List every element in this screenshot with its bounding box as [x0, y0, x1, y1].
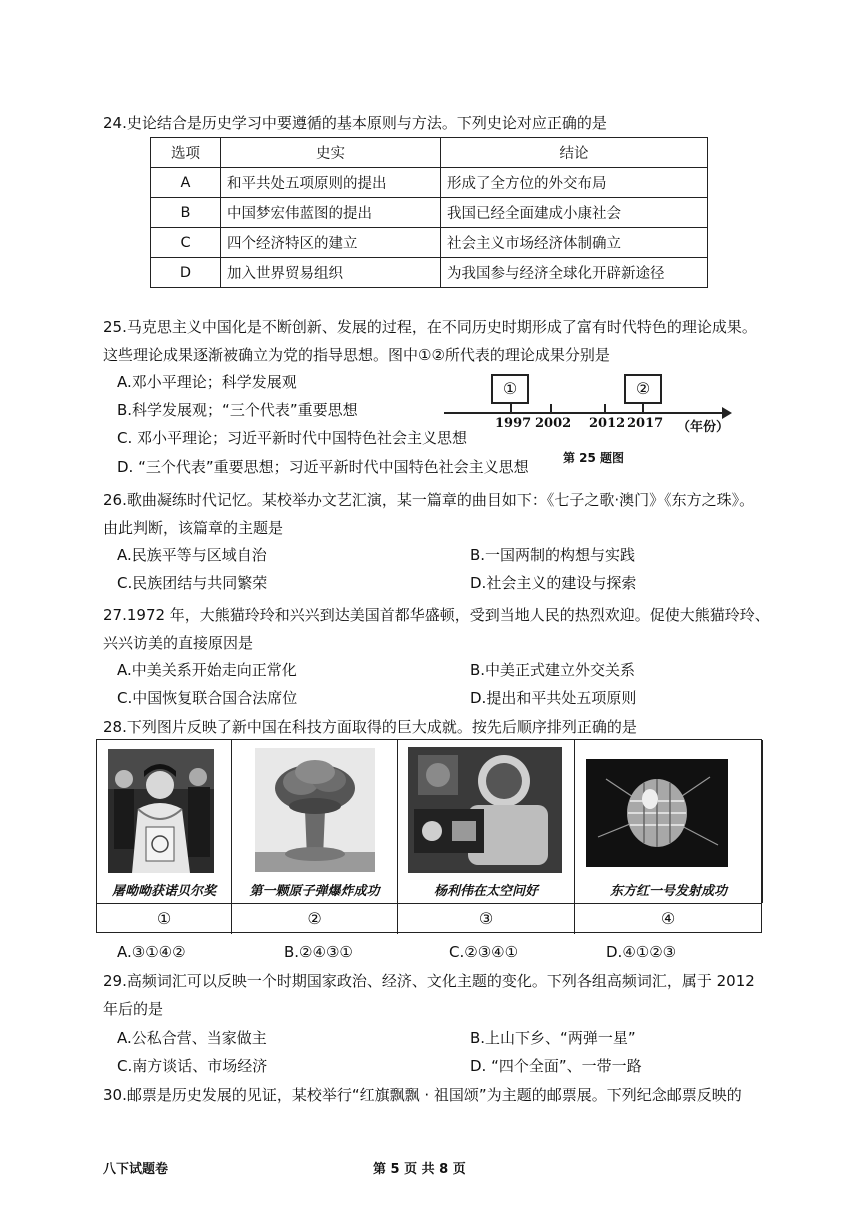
q25-option-a: A.邓小平理论；科学发展观	[117, 373, 297, 391]
q29-option-c: C.南方谈话、市场经济	[117, 1057, 268, 1075]
table-cell: 和平共处五项原则的提出	[221, 168, 441, 198]
q25-stem-line2: 这些理论成果逐渐被确立为党的指导思想。图中①②所代表的理论成果分别是	[103, 346, 610, 364]
table-cell: 形成了全方位的外交布局	[441, 168, 708, 198]
picture-number-3: ③	[398, 904, 575, 934]
timeline-year-1997: 1997	[495, 416, 532, 431]
q29-option-b: B.上山下乡、“两弹一星”	[470, 1029, 636, 1047]
table-cell: B	[151, 198, 221, 228]
q27-option-c: C.中国恢复联合国合法席位	[117, 689, 298, 707]
q25-stem-line1: 25.马克思主义中国化是不断创新、发展的过程，在不同历史时期形成了富有时代特色的理论成果。	[103, 318, 757, 336]
picture-caption-4: 东方红一号发射成功	[609, 884, 727, 899]
timeline-box-1: ①	[491, 374, 529, 404]
picture-caption-1: 屠呦呦获诺贝尔奖	[111, 884, 216, 899]
table-cell: 我国已经全面建成小康社会	[441, 198, 708, 228]
timeline-unit: （年份）	[677, 420, 730, 435]
q29-stem-line1: 29.高频词汇可以反映一个时期国家政治、经济、文化主题的变化。下列各组高频词汇，属于 2012	[103, 972, 755, 990]
table-header-row	[151, 138, 708, 168]
q26-option-d: D.社会主义的建设与探索	[470, 574, 637, 592]
table-cell: 加入世界贸易组织	[221, 258, 441, 288]
q29-stem-line2: 年后的是	[103, 1000, 164, 1018]
table-row	[151, 198, 708, 228]
q27-stem-line2: 兴兴访美的直接原因是	[103, 634, 254, 652]
table-cell: 为我国参与经济全球化开辟新途径	[441, 258, 708, 288]
picture-number-1: ①	[97, 904, 232, 934]
q27-option-b: B.中美正式建立外交关系	[470, 661, 636, 679]
picture-number-2: ②	[232, 904, 398, 934]
timeline-year-2002: 2002	[535, 416, 572, 431]
q28-option-d: D.④①②③	[606, 943, 677, 961]
q26-option-c: C.民族团结与共同繁荣	[117, 574, 268, 592]
q28-option-a: A.③①④②	[117, 943, 186, 961]
q24-table	[150, 137, 708, 288]
table-cell: 社会主义市场经济体制确立	[441, 228, 708, 258]
q28-picture-grid	[96, 739, 762, 933]
timeline-year-2012: 2012	[589, 416, 626, 431]
picture-caption-3: 杨利伟在太空问好	[433, 884, 538, 899]
table-cell: 四个经济特区的建立	[221, 228, 441, 258]
nobel-prize-photo-icon	[108, 749, 214, 873]
astronaut-space-photo-icon	[408, 747, 562, 873]
table-cell: C	[151, 228, 221, 258]
q28-stem: 28.下列图片反映了新中国在科技方面取得的巨大成就。按先后顺序排列正确的是	[103, 718, 637, 736]
header-fact: 史实	[221, 138, 441, 168]
table-row	[151, 168, 708, 198]
q26-option-b: B.一国两制的构想与实践	[470, 546, 636, 564]
q28-option-c: C.②③④①	[449, 943, 519, 961]
q29-option-d: D. “四个全面”、一带一路	[470, 1057, 642, 1075]
timeline-box-2: ②	[624, 374, 662, 404]
q27-option-a: A.中美关系开始走向正常化	[117, 661, 297, 679]
picture-cell-1	[97, 740, 232, 903]
q30-stem: 30.邮票是历史发展的见证，某校举行“红旗飘飘 · 祖国颂”为主题的邮票展。下列纪念邮票反映的	[103, 1086, 742, 1104]
q27-option-d: D.提出和平共处五项原则	[470, 689, 637, 707]
q26-option-a: A.民族平等与区域自治	[117, 546, 267, 564]
footer-paper-name: 八下试题卷	[103, 1162, 169, 1177]
q29-option-a: A.公私合营、当家做主	[117, 1029, 267, 1047]
picture-cell-2	[232, 740, 398, 903]
mushroom-cloud-icon	[255, 748, 375, 872]
picture-number-4: ④	[660, 909, 676, 928]
q26-stem-line2: 由此判断，该篇章的主题是	[103, 519, 284, 537]
q26-stem-line1: 26.歌曲凝练时代记忆。某校举办文艺汇演，某一篇章的曲目如下：《七子之歌·澳门》《东方之珠》。	[103, 491, 755, 509]
header-option: 选项	[151, 138, 221, 168]
q24-stem: 24.史论结合是历史学习中要遵循的基本原则与方法。下列史论对应正确的是	[103, 114, 607, 132]
timeline-tick	[642, 404, 644, 413]
satellite-photo-icon	[586, 759, 728, 867]
q28-option-b: B.②④③①	[284, 943, 353, 961]
table-row	[151, 228, 708, 258]
timeline-tick	[550, 404, 552, 413]
timeline-year-2017: 2017	[627, 416, 664, 431]
table-cell: 中国梦宏伟蓝图的提出	[221, 198, 441, 228]
timeline-tick	[604, 404, 606, 413]
picture-cell-4	[575, 740, 763, 903]
header-conclusion: 结论	[441, 138, 708, 168]
q25-option-c: C. 邓小平理论；习近平新时代中国特色社会主义思想	[117, 429, 468, 447]
footer-page-number: 第 5 页 共 8 页	[373, 1162, 466, 1177]
picture-caption-2: 第一颗原子弹爆炸成功	[249, 884, 380, 899]
table-row	[151, 258, 708, 288]
table-cell: A	[151, 168, 221, 198]
table-cell: D	[151, 258, 221, 288]
timeline-caption: 第 25 题图	[563, 451, 625, 465]
picture-cell-3	[398, 740, 575, 903]
q25-option-d: D. “三个代表”重要思想；习近平新时代中国特色社会主义思想	[117, 458, 529, 476]
q25-option-b: B.科学发展观；“三个代表”重要思想	[117, 401, 358, 419]
timeline-axis	[444, 412, 726, 414]
q27-stem-line1: 27.1972 年，大熊猫玲玲和兴兴到达美国首都华盛顿，受到当地人民的热烈欢迎。促使大熊猫玲玲、	[103, 606, 770, 624]
picture-number-row	[97, 903, 761, 933]
timeline-tick	[510, 404, 512, 413]
